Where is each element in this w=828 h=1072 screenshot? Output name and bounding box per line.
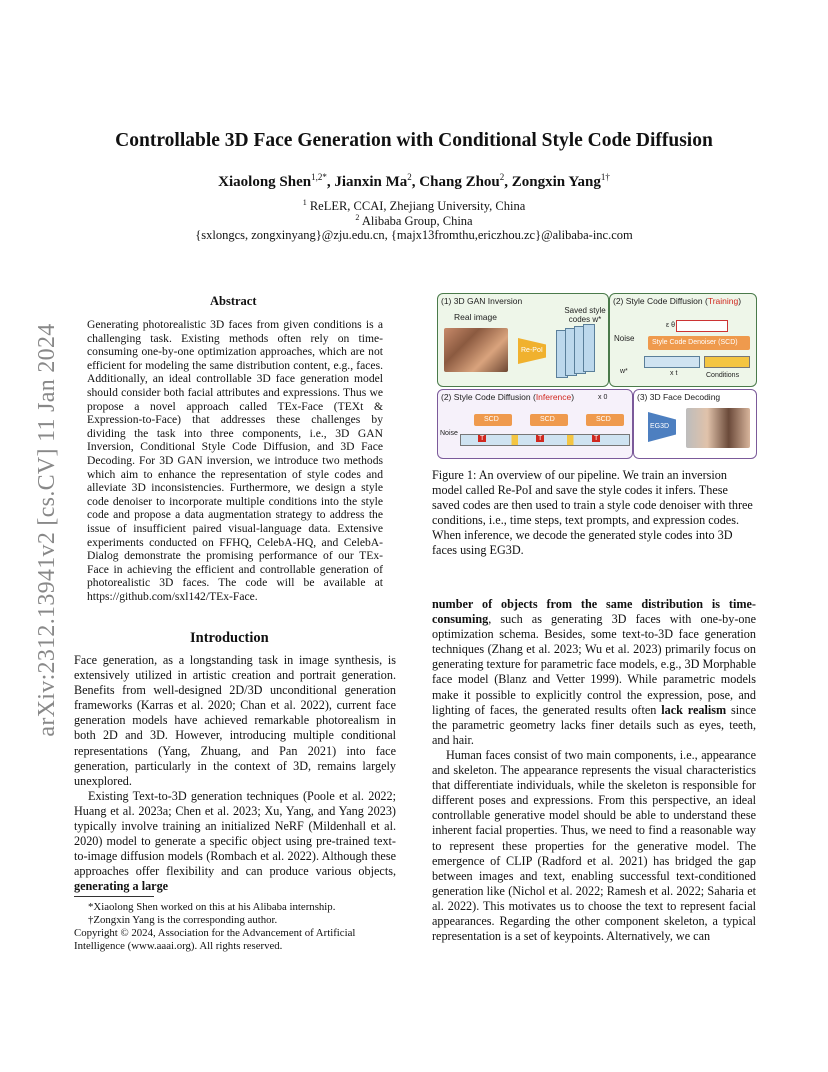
author-name: Xiaolong Shen	[218, 174, 312, 190]
pipeline-figure	[437, 293, 756, 457]
footnote-rule	[74, 896, 154, 897]
paper-title: Controllable 3D Face Generation with Conditional Style Code Diffusion	[115, 130, 713, 151]
copyright-notice: Copyright © 2024, Association for the Advancement of Artificial Intelligence (www.aaai.org). All rights reserved.	[74, 927, 356, 952]
author-list: Xiaolong Shen$^{1,2*}$, Jianxin Ma$^2$, Chang Zhou$^2$, Zongxin Yang$^{1\dagger}$	[218, 172, 610, 190]
paragraph: Human faces consist of two main components, i.e., appearance and skeleton. The appearance represents the visual characteristics that differentiate individuals, while the skeleton is responsible for different poses and expressions. From this perspective, an ideal controllable generative model should be able to understand these inherent facial properties. Thus, we need to find a reasonable way to represent these properties for the generative model. The emergence of CLIP (Radford et al. 2021) has bridged the gap between images and text, enabling successful text-conditioned generation like (Nichol et al. 2022; Ramesh et al. 2022; Saharia et al. 2022). This motivates us to choose the text to represent facial appearances. Regarding the other component skeleton, a typical representation is a set of keypoints. Alternatively, we can	[432, 747, 756, 944]
arxiv-identifier	[14, 290, 60, 770]
author-sup: 2	[407, 172, 412, 182]
xt-codes	[644, 356, 700, 368]
affiliation-1: $^1$ ReLER, CCAI, Zhejiang University, China	[302, 198, 526, 214]
footnote: †Zongxin Yang is the corresponding author.	[88, 914, 278, 926]
panel-face-decoding: (3) 3D Face Decoding EG3D	[633, 389, 757, 459]
author-name: Zongxin Yang	[511, 174, 601, 190]
abstract-text: Generating photorealistic 3D faces from given conditions is a challenging task. Existing methods often rely on time-consuming one-by-one optimization approaches, which are not efficient for modeling the same distribution content, e.g., faces. Additionally, an ideal controllable 3D face generation model should consider both facial attributes and expressions. Thus we propose a novel approach called TEx-Face (TEXt & Expression-to-Face) that addresses these challenges by dividing the task into three components, i.e., 3D GAN Inversion, Conditional Style Code Diffusion, and 3D Face Decoding. For 3D GAN inversion, we introduce two methods which aim to enhance the representation of style codes and alleviate 3D inconsistencies. Furthermore, we design a style code denoiser to incorporate multiple conditions into the style code and propose a data augmentation strategy to address the issue of insufficient paired visual-language data. Extensive experiments conducted on FFHQ, CelebA-HQ, and CelebA-Dialog demonstrate the promising performance of our TEx-Face in achieving the efficient and controllable generation of photorealistic 3D faces. The code will be available at https://github.com/sxl142/TEx-Face.	[87, 318, 383, 603]
style-code-stack	[556, 324, 602, 380]
paragraph: Face generation, as a longstanding task in image synthesis, is extensively utilized in artistic creation and portrait generation. Benefits from well-designed 2D/3D unconditional generation frameworks (Karras et al. 2020; Chan et al. 2022), current face generation models have achieved remarkable photorealism in both 2D and 3D. However, introducing multiple conditional representations (Yang, Zhuang, and Pan 2021) into face generation, particularly in the context of 3D, remains largely unexplored.	[74, 653, 396, 788]
panel-gan-inversion: (1) 3D GAN Inversion Real image Saved style codes w* Re-PoI	[437, 293, 609, 387]
introduction-heading: Introduction	[190, 630, 269, 646]
panel-diffusion-training: (2) Style Code Diffusion (Training) Noise ε θ Style Code Denoiser (SCD) w* x t Conditions	[609, 293, 757, 387]
affiliation-2: $^2$ Alibaba Group, China	[355, 213, 473, 229]
figure-caption: Figure 1: An overview of our pipeline. We train an inversion model called Re-PoI and save the style codes it infers. These saved codes are then used to train a style code denoiser with three conditions, i.e., time steps, text prompts, and expression codes. When inference, we decode the generated style codes into 3D faces using EG3D.	[432, 468, 753, 558]
author-sup: 1†	[600, 172, 610, 182]
arxiv-id-text: arXiv:2312.13941v2 [cs.CV] 11 Jan 2024	[34, 323, 60, 737]
author-name: Chang Zhou	[419, 174, 500, 190]
right-column-body	[432, 597, 756, 944]
eps-codes	[676, 320, 728, 332]
paragraph: Existing Text-to-3D generation techniques (Poole et al. 2022; Huang et al. 2023a; Chen et al. 2023; Xu, Yang, and Yang 2023) typically involve training an initialized NeRF (Mildenhall et al. 2020) model to generate a specific object using pre-trained text-to-image diffusion models (Rombach et al. 2022). Although these approaches offer flexibility and can produce various objects, generating a large	[74, 788, 396, 894]
panel-diffusion-inference: (2) Style Code Diffusion (Inference) x 0 Noise SCD SCD SCD T T T	[437, 389, 633, 459]
author-name: Jianxin Ma	[334, 174, 408, 190]
face-images	[444, 328, 508, 372]
paragraph: number of objects from the same distribution is time-consuming, such as generating 3D faces with one-by-one optimization schema. Besides, some text-to-3D face generation techniques (Zhang et al. 2023; Wu et al. 2023) primarily focus on generating texture for parametric face models, e.g., 3D Morphable face model (Blanz and Vetter 1999). While parametric models make it possible to explicitly control the expression, pose, and lighting of faces, the generated results often lack realism since the parametric geometry lacks finer details such as eyes, teeth, and hair.	[432, 597, 757, 747]
footnote: *Xiaolong Shen worked on this at his Alibaba internship.	[88, 901, 336, 913]
conditions-codes	[704, 356, 750, 368]
emails: {sxlongcs, zongxinyang}@zju.edu.cn, {majx13fromthu,ericzhou.zc}@alibaba-inc.com	[195, 228, 633, 242]
author-sup: 2	[499, 172, 505, 182]
footnotes	[74, 901, 396, 953]
author-sup: 1,2*	[311, 172, 327, 182]
introduction-body	[74, 653, 396, 895]
abstract-heading: Abstract	[210, 294, 257, 308]
generated-faces	[686, 408, 750, 448]
